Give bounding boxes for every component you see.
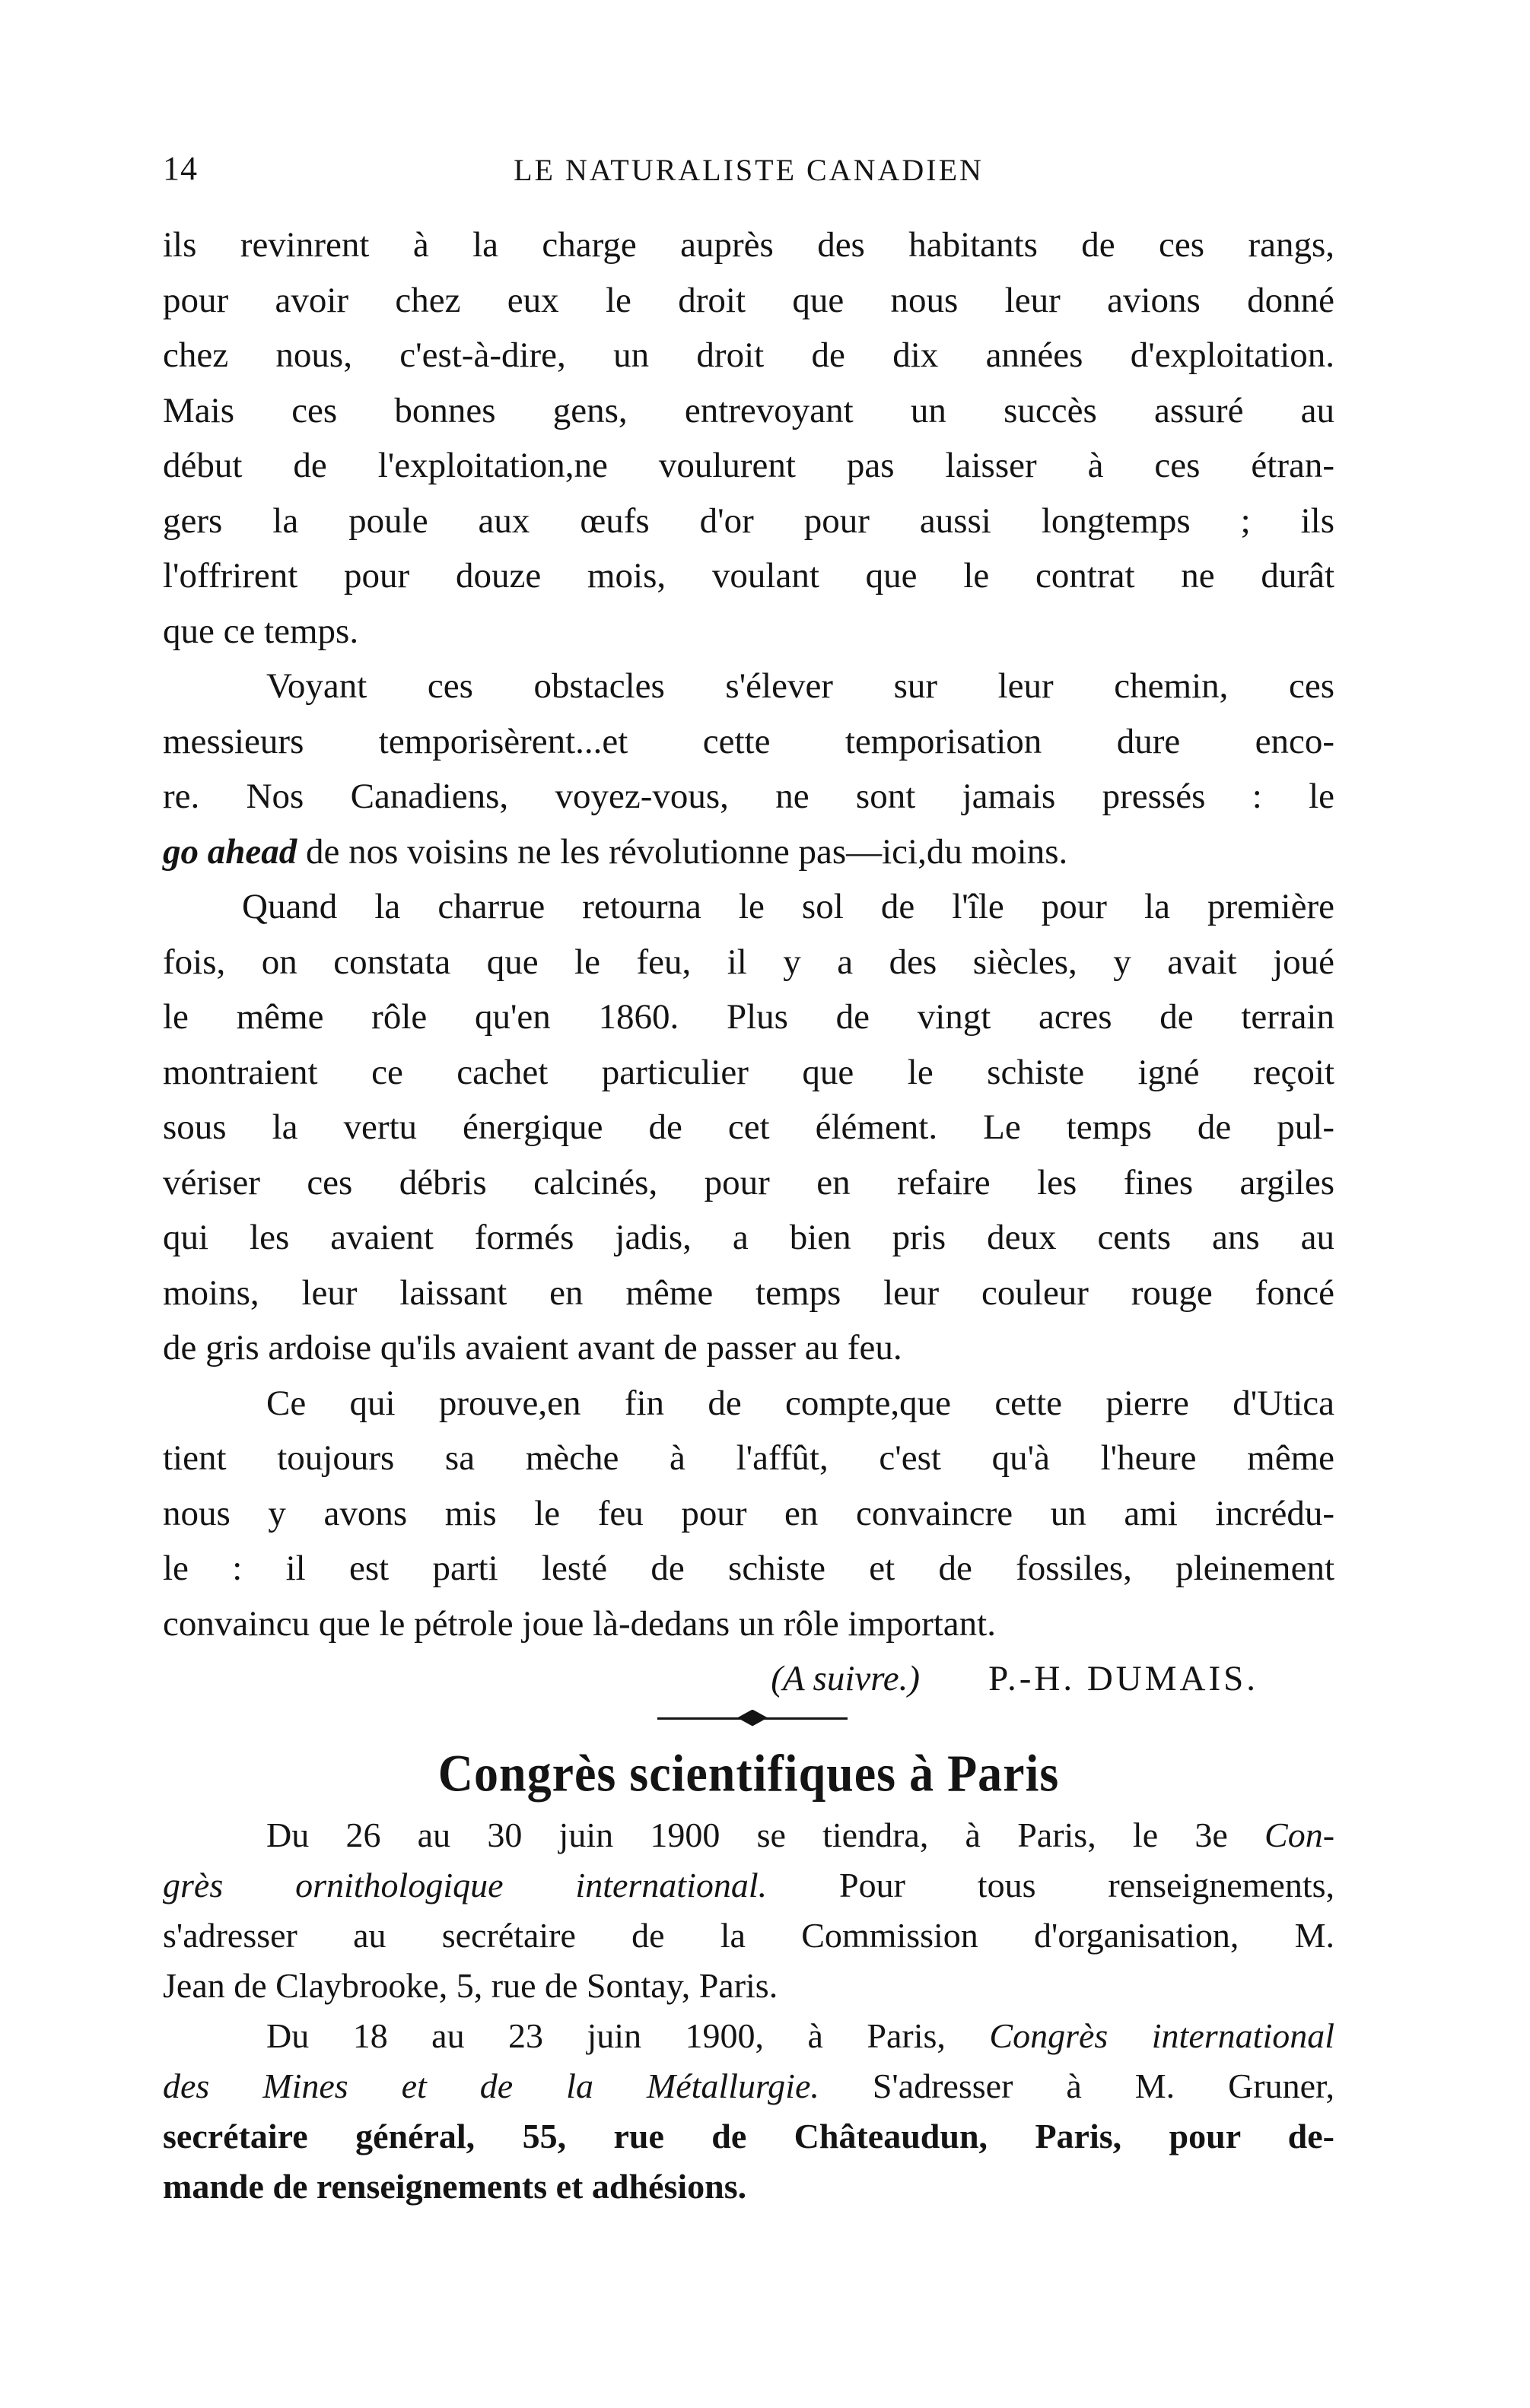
text-line bbox=[163, 2061, 1334, 2111]
text-line: Voyant ces obstacles s'élever sur leur chemin, ces bbox=[266, 666, 1334, 706]
section-separator bbox=[163, 1707, 1334, 1737]
text-line: fois, on constata que le feu, il y a des siècles, y avait joué bbox=[163, 942, 1334, 982]
text-line: messieurs temporisèrent...et cette temporisation dure enco- bbox=[163, 721, 1334, 761]
section-heading: Congrès scientifiques à Paris bbox=[437, 1743, 1060, 1803]
text-line: re. Nos Canadiens, voyez-vous, ne sont jamais pressés : le bbox=[163, 777, 1334, 816]
text-line: Ce qui prouve,en fin de compte,que cette pierre d'Utica bbox=[266, 1383, 1334, 1423]
italic-phrase: Congrès international bbox=[989, 2016, 1334, 2055]
text-line: tient toujours sa mèche à l'affût, c'est qu'à l'heure même bbox=[163, 1438, 1334, 1478]
author-signature: P.-H. DUMAIS. bbox=[988, 1659, 1258, 1698]
text-line: le : il est parti lesté de schiste et de fossiles, pleinement bbox=[163, 1549, 1334, 1588]
text-line: chez nous, c'est-à-dire, un droit de dix années d'exploitation. bbox=[163, 335, 1334, 375]
text-fragment: Du 18 au 23 juin 1900, à Paris, bbox=[266, 2016, 946, 2055]
article-body bbox=[163, 218, 1334, 2212]
italic-phrase: go ahead bbox=[163, 831, 297, 872]
signature-line bbox=[163, 1651, 1334, 1707]
text-line: nous y avons mis le feu pour en convaincre un ami incrédu- bbox=[163, 1493, 1334, 1533]
text-line bbox=[163, 1860, 1334, 1911]
italic-phrase: Con- bbox=[1264, 1815, 1335, 1854]
text-line bbox=[163, 2011, 1334, 2061]
text-fragment: Du 26 au 30 juin 1900 se tiendra, à Paris, le 3e bbox=[266, 1815, 1228, 1854]
italic-phrase: grès ornithologique international. bbox=[163, 1865, 768, 1904]
text-line: l'offrirent pour douze mois, voulant que le contrat ne durât bbox=[163, 556, 1334, 596]
text-line: moins, leur laissant en même temps leur couleur rouge foncé bbox=[163, 1272, 1334, 1313]
text-fragment: de nos voisins ne les révolutionne pas—ici,du moins. bbox=[306, 831, 1068, 872]
text-line: vériser ces débris calcinés, pour en refaire les fines argiles bbox=[163, 1162, 1334, 1202]
text-line: gers la poule aux œufs d'or pour aussi longtemps ; ils bbox=[163, 500, 1334, 541]
text-line: que ce temps. bbox=[163, 611, 359, 651]
text-line: montraient ce cachet particulier que le schiste igné reçoit bbox=[163, 1052, 1334, 1092]
text-line: le même rôle qu'en 1860. Plus de vingt acres de terrain bbox=[163, 997, 1334, 1037]
italic-phrase: des Mines et de la Métallurgie. bbox=[163, 2066, 819, 2105]
text-line-go-ahead bbox=[163, 824, 1334, 880]
text-line: secrétaire général, 55, rue de Châteaudun, Paris, pour de- bbox=[163, 2116, 1334, 2155]
text-line: pour avoir chez eux le droit que nous leur avions donné bbox=[163, 280, 1334, 320]
journal-title: LE NATURALISTE CANADIEN bbox=[514, 153, 984, 187]
text-line: s'adresser au secrétaire de la Commission d'organisation, M. bbox=[163, 1915, 1334, 1955]
text-line: mande de renseignements et adhésions. bbox=[163, 2166, 747, 2206]
text-line: sous la vertu énergique de cet élément. Le temps de pul- bbox=[163, 1107, 1334, 1147]
page-number: 14 bbox=[163, 150, 198, 187]
text-line: Mais ces bonnes gens, entrevoyant un succès assuré au bbox=[163, 390, 1334, 430]
diamond-ornament-icon bbox=[737, 1710, 768, 1727]
congress-notices bbox=[163, 1810, 1334, 2212]
text-fragment: Pour tous renseignements, bbox=[839, 1865, 1335, 1904]
running-head bbox=[163, 149, 1334, 195]
text-line: convaincu que le pétrole joue là-dedans un rôle important. bbox=[163, 1603, 996, 1644]
text-fragment: S'adresser à M. Gruner, bbox=[872, 2066, 1334, 2105]
text-line: début de l'exploitation,ne voulurent pas laisser à ces étran- bbox=[163, 446, 1334, 485]
text-line: ils revinrent à la charge auprès des habitants de ces rangs, bbox=[163, 225, 1334, 265]
text-line: Jean de Claybrooke, 5, rue de Sontay, Paris. bbox=[163, 1965, 778, 2005]
text-line bbox=[163, 1810, 1334, 1860]
to-be-continued: (A suivre.) bbox=[771, 1659, 921, 1698]
text-line: qui les avaient formés jadis, a bien pris deux cents ans au bbox=[163, 1218, 1334, 1257]
text-line: Quand la charrue retourna le sol de l'île pour la première bbox=[242, 887, 1334, 926]
text-line: de gris ardoise qu'ils avaient avant de passer au feu. bbox=[163, 1328, 902, 1368]
